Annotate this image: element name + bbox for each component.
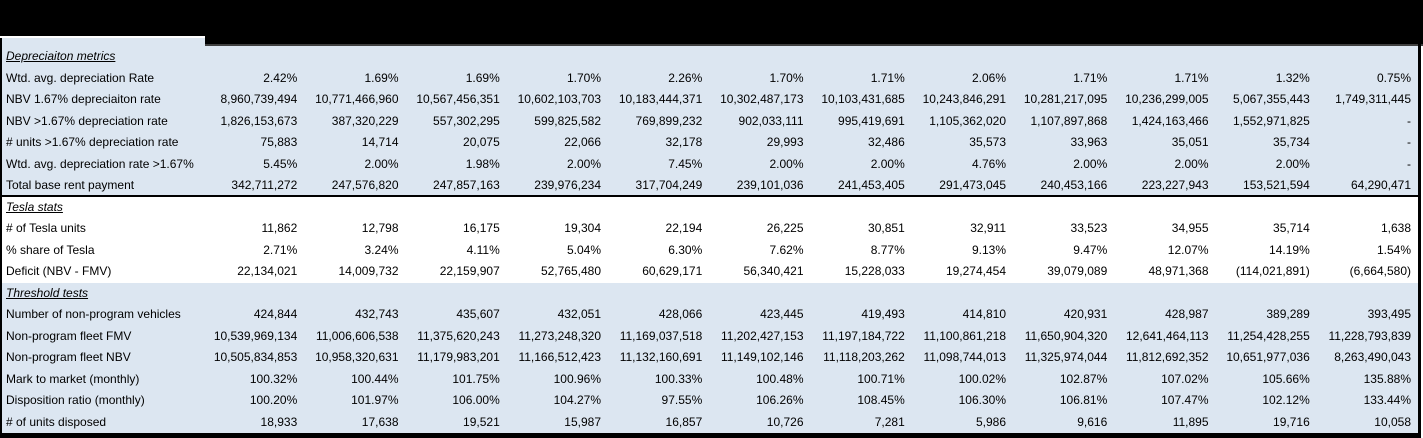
value-cell[interactable]: 2.71%: [263, 242, 298, 257]
value-cell[interactable]: 11,197,184,722: [822, 328, 905, 343]
value-cell[interactable]: 240,453,166: [1040, 178, 1108, 192]
value-cell[interactable]: 101.75%: [452, 371, 500, 386]
value-cell[interactable]: 902,033,111: [738, 113, 804, 128]
value-cell[interactable]: 424,844: [253, 307, 298, 321]
value-cell[interactable]: 8,960,739,494: [220, 92, 298, 106]
value-cell[interactable]: 75,883: [260, 135, 298, 149]
value-cell[interactable]: 18,933: [260, 414, 298, 429]
value-cell[interactable]: 2.00%: [870, 156, 905, 171]
table-row-units-1-67-depreciation-rate: [2, 132, 1420, 154]
value-cell[interactable]: 19,716: [1273, 414, 1310, 429]
row-label-cell[interactable]: # of units disposed: [6, 414, 107, 429]
value-cell[interactable]: 1.98%: [465, 156, 500, 171]
value-cell[interactable]: 107.02%: [1161, 371, 1209, 386]
value-cell[interactable]: 12.07%: [1167, 242, 1209, 257]
section-title[interactable]: Threshold tests: [6, 285, 89, 300]
value-cell[interactable]: 11,100,861,218: [923, 328, 1006, 343]
value-cell[interactable]: 11,179,983,201: [417, 350, 500, 364]
table-row-total-base-rent-payment: [2, 175, 1420, 197]
value-cell[interactable]: 11,202,427,153: [720, 328, 804, 343]
value-cell[interactable]: 19,304: [564, 221, 601, 235]
value-cell[interactable]: 4.76%: [971, 156, 1006, 171]
value-cell[interactable]: 32,911: [970, 221, 1006, 235]
table-row-number-of-non-program-vehicles: [2, 304, 1420, 326]
value-cell[interactable]: 2.42%: [263, 70, 298, 85]
value-cell[interactable]: 10,058: [1374, 414, 1411, 429]
value-cell[interactable]: 11,325,974,044: [1024, 350, 1108, 364]
value-cell[interactable]: 35,714: [1273, 221, 1310, 235]
value-cell[interactable]: 0.75%: [1376, 70, 1411, 85]
value-cell[interactable]: 15,987: [564, 414, 601, 429]
value-cell[interactable]: 995,419,691: [838, 113, 905, 128]
value-cell[interactable]: (114,021,891): [1235, 264, 1310, 278]
value-cell[interactable]: 106.26%: [756, 393, 804, 407]
value-cell[interactable]: 106.00%: [452, 393, 500, 407]
value-cell[interactable]: 7.45%: [668, 156, 703, 171]
section-header-empty-cells[interactable]: [205, 197, 1420, 219]
value-cell[interactable]: 29,993: [766, 135, 804, 149]
value-cell[interactable]: 420,931: [1063, 307, 1108, 321]
value-cell[interactable]: 7.62%: [769, 242, 804, 257]
value-cell[interactable]: 16,857: [665, 414, 703, 429]
section-tesla-stats: [2, 197, 1420, 283]
value-cell[interactable]: 22,159,907: [439, 264, 500, 278]
header-corner-cell[interactable]: [0, 0, 205, 36]
table-row-disposition-ratio-monthly: [2, 390, 1420, 412]
value-cell[interactable]: 2.00%: [769, 156, 804, 171]
value-cell[interactable]: 239,976,234: [534, 178, 601, 192]
value-cell[interactable]: 1,749,311,445: [1335, 92, 1411, 106]
value-cell[interactable]: 11,166,512,423: [518, 350, 601, 364]
row-label-cell[interactable]: Deficit (NBV - FMV): [6, 264, 112, 278]
value-cell[interactable]: 435,607: [456, 307, 500, 321]
value-cell[interactable]: 10,183,444,371: [618, 92, 703, 106]
value-cell[interactable]: 2.06%: [971, 70, 1006, 85]
value-cell[interactable]: 11,273,248,320: [518, 328, 601, 343]
value-cell[interactable]: 247,857,163: [433, 178, 500, 192]
value-cell[interactable]: 342,711,272: [231, 178, 298, 192]
value-cell[interactable]: 11,650,904,320: [1024, 328, 1108, 343]
row-label-cell[interactable]: # units >1.67% depreciation rate: [6, 135, 179, 149]
value-cell[interactable]: 26,225: [766, 221, 804, 235]
value-cell[interactable]: 1.71%: [1174, 70, 1209, 85]
value-cell[interactable]: 10,726: [766, 414, 804, 429]
value-cell[interactable]: 1,424,163,466: [1131, 113, 1209, 128]
value-cell[interactable]: 4.11%: [466, 242, 500, 257]
value-cell[interactable]: 100.02%: [958, 371, 1006, 386]
value-cell[interactable]: 56,340,421: [743, 264, 804, 278]
value-cell[interactable]: 7,281: [874, 414, 905, 429]
value-cell[interactable]: 8,263,490,043: [1334, 350, 1411, 364]
value-cell[interactable]: 20,075: [463, 135, 500, 149]
value-cell[interactable]: 16,175: [463, 221, 500, 235]
row-label-cell[interactable]: Wtd. avg. depreciation Rate: [6, 70, 155, 85]
value-cell[interactable]: 11,006,606,538: [315, 328, 399, 343]
value-cell[interactable]: 5,067,355,443: [1233, 92, 1310, 106]
value-cell[interactable]: 14,714: [361, 135, 399, 149]
value-cell[interactable]: 11,895: [1172, 414, 1209, 429]
value-cell[interactable]: -: [1407, 156, 1411, 171]
section-title[interactable]: Depreciaiton metrics: [6, 49, 116, 63]
value-cell[interactable]: 105.66%: [1262, 371, 1310, 386]
value-cell[interactable]: 107.47%: [1161, 393, 1209, 407]
value-cell[interactable]: 11,862: [261, 221, 298, 235]
value-cell[interactable]: 3.24%: [364, 242, 399, 257]
value-cell[interactable]: 11,132,160,691: [619, 350, 703, 364]
value-cell[interactable]: 100.20%: [249, 393, 298, 407]
value-cell[interactable]: 432,051: [557, 307, 601, 321]
value-cell[interactable]: 1.69%: [465, 70, 500, 85]
value-cell[interactable]: 1.32%: [1275, 70, 1310, 85]
value-cell[interactable]: 10,539,969,134: [213, 328, 298, 343]
row-label-cell[interactable]: # of Tesla units: [6, 221, 86, 235]
value-cell[interactable]: 247,576,820: [331, 178, 399, 192]
value-cell[interactable]: 1,826,153,673: [220, 113, 298, 128]
value-cell[interactable]: 14.19%: [1269, 242, 1310, 257]
value-cell[interactable]: 153,521,594: [1243, 178, 1310, 192]
row-label-cell[interactable]: NBV >1.67% depreciation rate: [6, 113, 168, 128]
value-cell[interactable]: 428,987: [1165, 307, 1209, 321]
value-cell[interactable]: 393,495: [1367, 307, 1411, 321]
value-cell[interactable]: 11,375,620,243: [417, 328, 500, 343]
table-row-of-tesla-units: [2, 218, 1420, 240]
table-bottom-border: [0, 433, 1421, 438]
value-cell[interactable]: 39,079,089: [1047, 264, 1108, 278]
row-label-cell[interactable]: Disposition ratio (monthly): [6, 393, 145, 407]
table-row-mark-to-market-monthly: [2, 369, 1420, 391]
value-cell[interactable]: 317,704,249: [635, 178, 703, 192]
value-cell[interactable]: 11,228,793,839: [1328, 328, 1411, 343]
value-cell[interactable]: 5.04%: [566, 242, 601, 257]
row-label-cell[interactable]: % share of Tesla: [6, 242, 95, 257]
section-header-row: [2, 46, 1420, 68]
section-header-row: [2, 283, 1420, 305]
value-cell[interactable]: 32,178: [665, 135, 703, 149]
value-cell[interactable]: 769,899,232: [635, 113, 703, 128]
value-cell[interactable]: 60,629,171: [642, 264, 703, 278]
value-cell[interactable]: 2.26%: [668, 70, 703, 85]
value-cell[interactable]: 419,493: [861, 307, 905, 321]
value-cell[interactable]: 11,149,102,146: [720, 350, 804, 364]
value-cell[interactable]: 1,105,362,020: [929, 113, 1006, 128]
value-cell[interactable]: 100.48%: [756, 371, 804, 386]
value-cell[interactable]: 291,473,045: [939, 178, 1006, 192]
section-title[interactable]: Tesla stats: [6, 199, 63, 214]
value-cell[interactable]: 10,505,834,853: [213, 350, 298, 364]
section-header-empty-cells[interactable]: [205, 283, 1420, 305]
table-right-border: [1418, 44, 1421, 438]
value-cell[interactable]: 1.71%: [1073, 70, 1108, 85]
value-cell[interactable]: (6,664,580): [1349, 264, 1411, 278]
value-cell[interactable]: -: [1407, 113, 1411, 128]
section-threshold-tests: [2, 283, 1420, 434]
value-cell[interactable]: 2.00%: [1073, 156, 1108, 171]
value-cell[interactable]: 599,825,582: [534, 113, 601, 128]
value-cell[interactable]: 100.32%: [249, 371, 298, 386]
value-cell[interactable]: 432,743: [355, 307, 399, 321]
value-cell[interactable]: 97.55%: [661, 393, 703, 407]
value-cell[interactable]: 100.44%: [351, 371, 399, 386]
value-cell[interactable]: 11,169,037,518: [619, 328, 703, 343]
value-cell[interactable]: 1.69%: [364, 70, 399, 85]
table-row-non-program-fleet-nbv: [2, 347, 1420, 369]
value-cell[interactable]: 22,194: [665, 221, 703, 235]
value-cell[interactable]: 11,254,428,255: [1227, 328, 1310, 343]
value-cell[interactable]: 2.00%: [566, 156, 601, 171]
value-cell[interactable]: 133.44%: [1363, 393, 1411, 407]
value-cell[interactable]: 1.70%: [769, 70, 804, 85]
value-cell[interactable]: 428,066: [658, 307, 703, 321]
table-row-wtd-avg-depreciation-rate: [2, 68, 1420, 90]
value-cell[interactable]: 32,486: [868, 135, 905, 149]
value-cell[interactable]: 106.81%: [1059, 393, 1108, 407]
value-cell[interactable]: 11,812,692,352: [1125, 350, 1209, 364]
value-cell[interactable]: 22,134,021: [237, 264, 298, 278]
value-cell[interactable]: 389,289: [1266, 307, 1310, 321]
metrics-table: [0, 46, 1420, 433]
value-cell[interactable]: 1,552,971,825: [1233, 113, 1310, 128]
value-cell[interactable]: 19,274,454: [945, 264, 1006, 278]
value-cell[interactable]: 35,734: [1273, 135, 1310, 149]
value-cell[interactable]: 17,638: [361, 414, 399, 429]
section-header-row: [2, 197, 1420, 219]
value-cell[interactable]: 33,963: [1070, 135, 1108, 149]
value-cell[interactable]: 64,290,471: [1350, 178, 1411, 192]
value-cell[interactable]: 52,765,480: [540, 264, 601, 278]
value-cell[interactable]: 223,227,943: [1141, 178, 1209, 192]
value-cell[interactable]: 423,445: [760, 307, 804, 321]
value-cell[interactable]: 33,523: [1070, 221, 1108, 235]
table-row-deficit-nbv-fmv: [2, 261, 1420, 283]
value-cell[interactable]: 1.54%: [1376, 242, 1411, 257]
value-cell[interactable]: 35,051: [1171, 135, 1209, 149]
value-cell[interactable]: 11,118,203,262: [823, 350, 905, 364]
value-cell[interactable]: 2.00%: [1174, 156, 1209, 171]
value-cell[interactable]: 10,771,466,960: [315, 92, 399, 106]
value-cell[interactable]: 14,009,732: [338, 264, 399, 278]
value-cell[interactable]: 241,453,405: [838, 178, 905, 192]
value-cell[interactable]: 108.45%: [857, 393, 905, 407]
value-cell[interactable]: 10,602,103,703: [517, 92, 601, 106]
table-row-share-of-tesla: [2, 240, 1420, 262]
row-label-cell[interactable]: Wtd. avg. depreciation rate >1.67%: [6, 156, 194, 171]
value-cell[interactable]: 1,107,897,868: [1030, 113, 1108, 128]
value-cell[interactable]: 135.88%: [1363, 371, 1411, 386]
value-cell[interactable]: 2.00%: [1275, 156, 1310, 171]
value-cell[interactable]: 10,236,299,005: [1125, 92, 1209, 106]
table-row-nbv-1-67-depreciaiton-rate: [2, 89, 1420, 111]
table-row-nbv-1-67-depreciation-rate: [2, 111, 1420, 133]
value-cell[interactable]: 10,567,456,351: [416, 92, 500, 106]
value-cell[interactable]: 6.30%: [668, 242, 703, 257]
value-cell[interactable]: 2.00%: [364, 156, 399, 171]
row-label-cell[interactable]: Mark to market (monthly): [6, 371, 140, 386]
value-cell[interactable]: 8.77%: [870, 242, 905, 257]
value-cell[interactable]: 9.13%: [971, 242, 1006, 257]
value-cell[interactable]: 10,243,846,291: [922, 92, 1006, 106]
row-label-cell[interactable]: Number of non-program vehicles: [6, 307, 181, 321]
row-label-cell[interactable]: Non-program fleet NBV: [6, 350, 131, 364]
value-cell[interactable]: 387,320,229: [331, 113, 399, 128]
value-cell[interactable]: 100.71%: [857, 371, 905, 386]
value-cell[interactable]: 10,302,487,173: [720, 92, 804, 106]
value-cell[interactable]: 10,958,320,631: [315, 350, 399, 364]
value-cell[interactable]: 34,955: [1171, 221, 1209, 235]
value-cell[interactable]: -: [1407, 135, 1411, 149]
table-row-non-program-fleet-fmv: [2, 326, 1420, 348]
blacked-out-header-row[interactable]: [205, 0, 1423, 46]
value-cell[interactable]: 239,101,036: [736, 178, 804, 192]
value-cell[interactable]: 22,066: [564, 135, 601, 149]
value-cell[interactable]: 9,616: [1077, 414, 1108, 429]
value-cell[interactable]: 10,651,977,036: [1226, 350, 1310, 364]
value-cell[interactable]: 100.96%: [553, 371, 601, 386]
value-cell[interactable]: 1.71%: [870, 70, 905, 85]
row-label-cell[interactable]: Non-program fleet FMV: [6, 328, 132, 343]
table-row-of-units-disposed: [2, 412, 1420, 434]
row-label-cell[interactable]: NBV 1.67% depreciaiton rate: [6, 92, 161, 106]
value-cell[interactable]: 106.30%: [958, 393, 1006, 407]
value-cell[interactable]: 104.27%: [553, 393, 601, 407]
section-depreciaiton-metrics: [2, 46, 1420, 197]
value-cell[interactable]: 10,103,431,685: [821, 92, 905, 106]
value-cell[interactable]: 35,573: [969, 135, 1006, 149]
value-cell[interactable]: 1,638: [1380, 221, 1411, 235]
value-cell[interactable]: 19,521: [463, 414, 500, 429]
section-header-empty-cells[interactable]: [205, 46, 1420, 68]
value-cell[interactable]: 102.12%: [1262, 393, 1310, 407]
value-cell[interactable]: 10,281,217,095: [1023, 92, 1108, 106]
value-cell[interactable]: 9.47%: [1073, 242, 1108, 257]
value-cell[interactable]: 5.45%: [263, 156, 298, 171]
value-cell[interactable]: 414,810: [962, 307, 1006, 321]
value-cell[interactable]: 5,986: [975, 414, 1006, 429]
value-cell[interactable]: 11,098,744,013: [923, 350, 1006, 364]
row-label-cell[interactable]: Total base rent payment: [6, 178, 135, 192]
value-cell[interactable]: 100.33%: [654, 371, 703, 386]
value-cell[interactable]: 12,641,464,113: [1125, 328, 1209, 343]
value-cell[interactable]: 30,851: [868, 221, 905, 235]
value-cell[interactable]: 101.97%: [351, 393, 399, 407]
header-corner-gap-fill: [0, 38, 205, 46]
value-cell[interactable]: 15,228,033: [844, 264, 905, 278]
value-cell[interactable]: 557,302,295: [433, 113, 500, 128]
table-row-wtd-avg-depreciation-rate-1-67: [2, 154, 1420, 176]
value-cell[interactable]: 102.87%: [1059, 371, 1108, 386]
value-cell[interactable]: 12,798: [361, 221, 399, 235]
value-cell[interactable]: 1.70%: [566, 70, 601, 85]
value-cell[interactable]: 48,971,368: [1148, 264, 1209, 278]
